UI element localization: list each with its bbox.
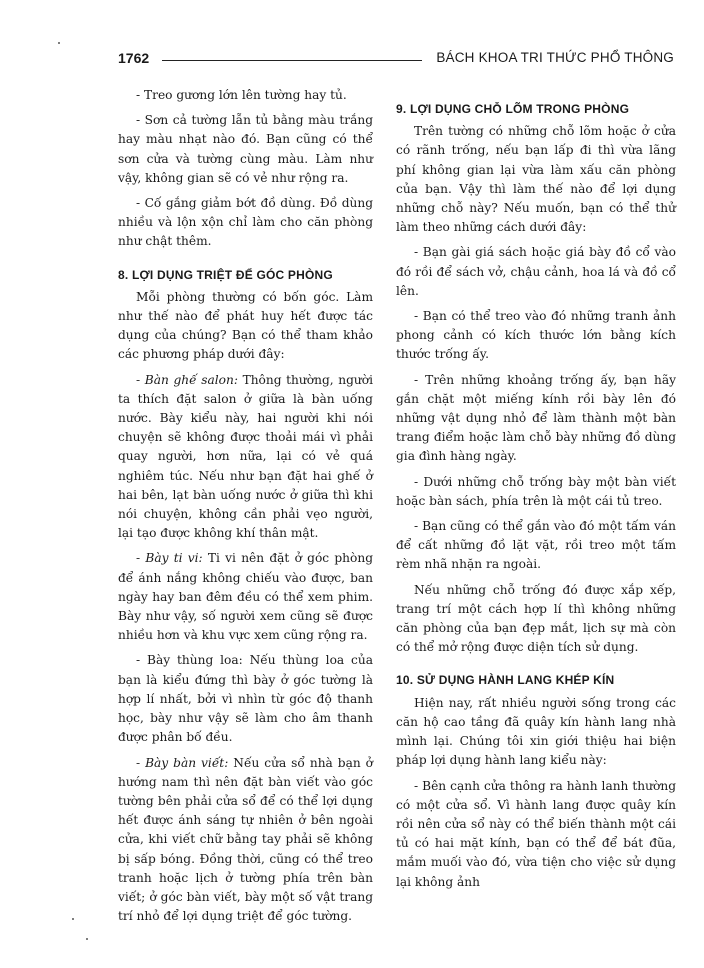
left-column bbox=[118, 82, 373, 932]
scan-speck bbox=[72, 918, 74, 920]
item-text: Thông thường, người ta thích đặt salon ở giữa là bàn uống nước. Bày kiểu này, hai người khi nói chuyện sẽ không được thoải mái vì phải quay người, hơn nữa, lại có vẻ quá nghiêm túc. Nếu như bạn đặt hai ghế ở hai bên, lạt bàn uống nước ở giữa thì khi nói chuyện, không cần phải vẹo người, lại tạo được không khí thân mật. bbox=[118, 372, 373, 541]
paragraph: - Sơn cả tường lẫn tủ bằng màu trắng hay màu nhạt nào đó. Bạn cũng có thể sơn cửa và tường cùng màu. Làm như vậy, không gian sẽ có vẻ như rộng ra. bbox=[118, 113, 373, 185]
scan-speck bbox=[86, 938, 88, 940]
paragraph bbox=[118, 549, 373, 645]
paragraph: - Trên những khoảng trống ấy, bạn hãy gắn chặt một miếng kính rồi bày lên đó những vật dụng nhỏ để làm thành một bàn trang điểm hoặc làm chỗ bày những đồ dùng gia đình hàng ngày. bbox=[396, 372, 676, 464]
paragraph: Nếu những chỗ trống đó được xắp xếp, trang trí một cách hợp lí thì không những căn phòng của bạn đẹp mắt, lịch sự mà còn có thể mở rộng được diện tích sử dụng. bbox=[396, 582, 676, 655]
section-9-heading: 9. LỢI DỤNG CHỖ LÕM TRONG PHÒNG bbox=[396, 102, 630, 116]
paragraph: - Treo gương lớn lên tường hay tủ. bbox=[136, 88, 347, 102]
paragraph: - Bên cạnh cửa thông ra hành lanh thường có một cửa sổ. Vì hành lang được quây kín rồi nên cửa sổ này có thể biến thành một cái tủ có hai mặt kính, bạn có thể để bát đũa, mắm muối vào đó, vừa tiện cho việc sử dụng lại không ảnh bbox=[396, 778, 676, 889]
paragraph bbox=[118, 754, 373, 927]
paragraph: Trên tường có những chỗ lõm hoặc ở cửa có rãnh trống, nếu bạn lấp đi thì vừa lãng phí không gian lại vừa làm xấu căn phòng của bạn. Vậy thì làm thế nào để lợi dụng những chỗ này? Nếu muốn, bạn có thể thử làm theo những cách dưới đây: bbox=[396, 124, 676, 235]
item-text: Ti vi nên đặt ở góc phòng để ánh nắng không chiếu vào được, ban ngày hay ban đêm đều có thể xem phim. Bày như vậy, số người xem cũng sẽ được nhiều hơn và khu vực xem cũng rộng ra. bbox=[118, 551, 373, 643]
paragraph: - Bạn cũng có thể gắn vào đó một tấm ván để cất những đồ lặt vặt, rồi treo một tấm rèm nhã nhặn ra ngoài. bbox=[396, 519, 676, 572]
item-lead: - Bàn ghế salon: bbox=[136, 372, 238, 387]
page-header bbox=[118, 50, 674, 70]
paragraph bbox=[118, 371, 373, 544]
item-lead: - Bày ti vi: bbox=[136, 551, 203, 566]
paragraph: - Bạn gài giá sách hoặc giá bày đồ cổ vào đó rồi để sách vở, chậu cảnh, hoa lá và đồ cổ lên. bbox=[396, 245, 676, 298]
paragraph: - Cố gắng giảm bớt đồ dùng. Đồ dùng nhiều và lộn xộn chỉ làm cho căn phòng như chật thêm. bbox=[118, 196, 373, 249]
paragraph: Mỗi phòng thường có bốn góc. Làm như thế nào để phát huy hết được tác dụng của chúng? Bạn có thể tham khảo các phương pháp dưới đây: bbox=[118, 289, 373, 362]
paragraph: - Bạn có thể treo vào đó những tranh ảnh phong cảnh có kích thước lớn bằng kích thước trống ấy. bbox=[396, 309, 676, 362]
header-rule bbox=[162, 60, 422, 61]
scan-speck bbox=[58, 42, 60, 44]
page-number: 1762 bbox=[118, 50, 150, 66]
item-text: Nếu cửa sổ nhà bạn ở hướng nam thì nên đặt bàn viết vào góc tường bên phải cửa sổ để có thể lợi dụng hết được ánh sáng tự nhiên ở bên ngoài cửa, khi viết chữ bằng tay phải sẽ không bị sấp bóng. Đồng thời, cũng có thể treo tranh hoặc lịch ở tường phía trên bàn viết; ở góc bàn viết, bày một số vật trang trí nhỏ để lợi dụng triệt để góc tường. bbox=[118, 755, 373, 924]
section-10-heading: 10. SỬ DỤNG HÀNH LANG KHÉP KÍN bbox=[396, 673, 615, 688]
paragraph: Hiện nay, rất nhiều người sống trong các căn hộ cao tầng đã quây kín hành lang nhà mình lại. Chúng tôi xin giới thiệu hai biện pháp lợi dụng hành lang kiểu này: bbox=[396, 695, 676, 768]
book-title: BÁCH KHOA TRI THỨC PHỔ THÔNG bbox=[436, 50, 674, 65]
paragraph bbox=[118, 651, 373, 747]
right-column bbox=[396, 82, 676, 898]
paragraph: - Dưới những chỗ trống bày một bàn viết hoặc bàn sách, phía trên là một cái tủ treo. bbox=[396, 474, 676, 508]
item-lead: - Bày thùng loa: bbox=[136, 653, 243, 668]
section-8-heading: 8. LỢI DỤNG TRIỆT ĐỂ GÓC PHÒNG bbox=[118, 267, 333, 282]
item-text: Nếu thùng loa của bạn là kiểu đứng thì bày ở góc tường là hợp lí nhất, bởi vì nhìn từ góc độ thanh học, bày như vậy sẽ làm cho âm thanh được phân bố đều. bbox=[118, 653, 374, 745]
item-lead: - Bày bàn viết: bbox=[136, 755, 229, 770]
